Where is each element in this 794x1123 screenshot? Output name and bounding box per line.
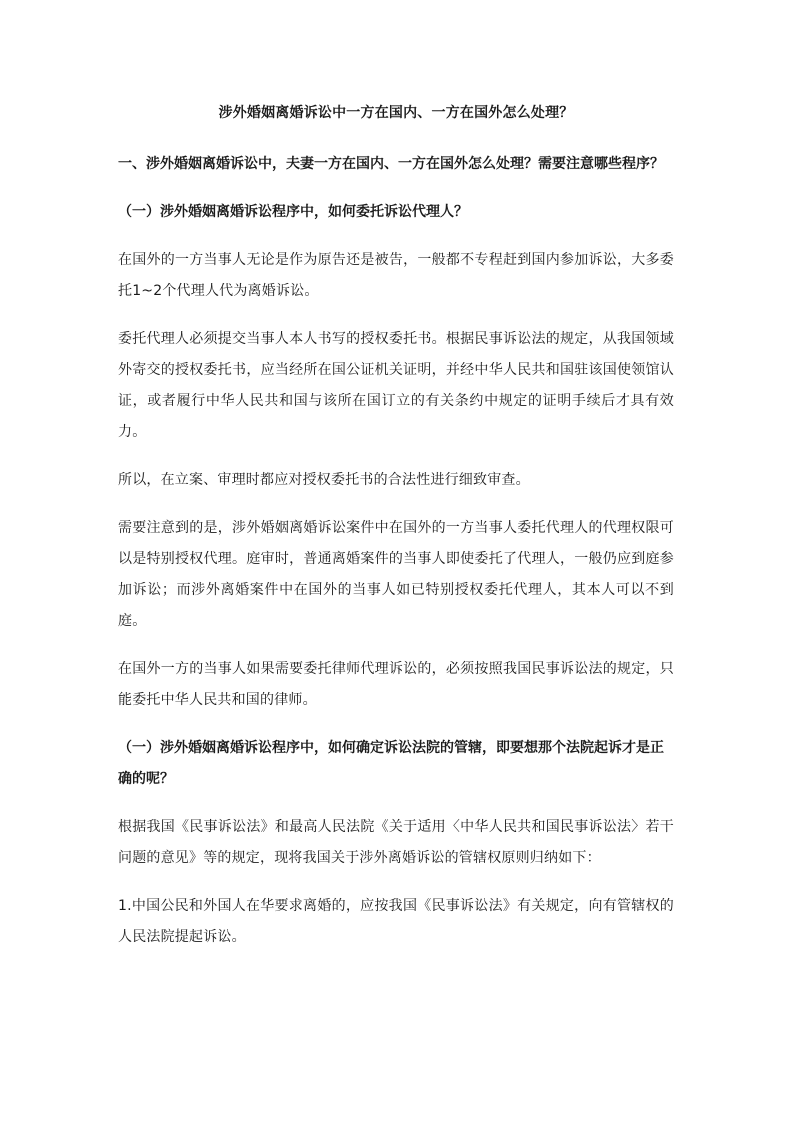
paragraph-legality-review: 所以，在立案、审理时都应对授权委托书的合法性进行细致审查。 bbox=[118, 472, 530, 488]
section-heading-1: 一、涉外婚姻离婚诉讼中，夫妻一方在国内、一方在国外怎么处理？需要注意哪些程序？ bbox=[118, 156, 664, 172]
spacer bbox=[118, 228, 674, 245]
spacer bbox=[118, 496, 674, 513]
spacer bbox=[118, 126, 674, 149]
spacer bbox=[118, 180, 674, 197]
document-title: 涉外婚姻离婚诉讼中一方在国内、一方在国外怎么处理？ bbox=[218, 105, 574, 121]
subsection-heading-jurisdiction: （一）涉外婚姻离婚诉讼程序中，如何确定诉讼法院的管辖，即要想那个法院起诉才是正确的呢？ bbox=[118, 740, 664, 787]
spacer bbox=[118, 307, 674, 324]
paragraph-rule-1: 1.中国公民和外国人在华要求离婚的，应按我国《民事诉讼法》有关规定，向有管辖权的人民法院提起诉讼。 bbox=[118, 898, 674, 945]
paragraph-lawyer-requirement: 在国外一方的当事人如果需要委托律师代理诉讼的，必须按照我国民事诉讼法的规定，只能委托中华人民共和国的律师。 bbox=[118, 661, 674, 708]
paragraph-power-of-attorney: 委托代理人必须提交当事人本人书写的授权委托书。根据民事诉讼法的规定，从我国领域外寄交的授权委托书，应当经所在国公证机关证明，并经中华人民共和国驻该国使领馆认证，或者履行中华人民共和国与该所在国订立的有关条约中规定的证明手续后才具有效力。 bbox=[118, 331, 674, 440]
spacer bbox=[118, 716, 674, 733]
paragraph-special-authorization: 需要注意到的是，涉外婚姻离婚诉讼案件中在国外的一方当事人委托代理人的代理权限可以是特别授权代理。庭审时，普通离婚案件的当事人即使委托了代理人，一般仍应到庭参加诉讼；而涉外离婚案件中在国外的当事人如已特别授权委托代理人，其本人可以不到庭。 bbox=[118, 520, 674, 629]
paragraph-agent-count: 在国外的一方当事人无论是作为原告还是被告，一般都不专程赶到国内参加诉讼，大多委托1~2个代理人代为离婚诉讼。 bbox=[118, 252, 674, 299]
subsection-heading-delegation: （一）涉外婚姻离婚诉讼程序中，如何委托诉讼代理人？ bbox=[118, 204, 468, 220]
paragraph-jurisdiction-intro: 根据我国《民事诉讼法》和最高人民法院《关于适用〈中华人民共和国民事诉讼法〉若干问题的意见》等的规定，现将我国关于涉外离婚诉讼的管辖权原则归纳如下： bbox=[118, 819, 674, 866]
spacer bbox=[118, 637, 674, 654]
spacer bbox=[118, 448, 674, 465]
spacer bbox=[118, 874, 674, 891]
document-body bbox=[118, 100, 674, 953]
spacer bbox=[118, 795, 674, 812]
